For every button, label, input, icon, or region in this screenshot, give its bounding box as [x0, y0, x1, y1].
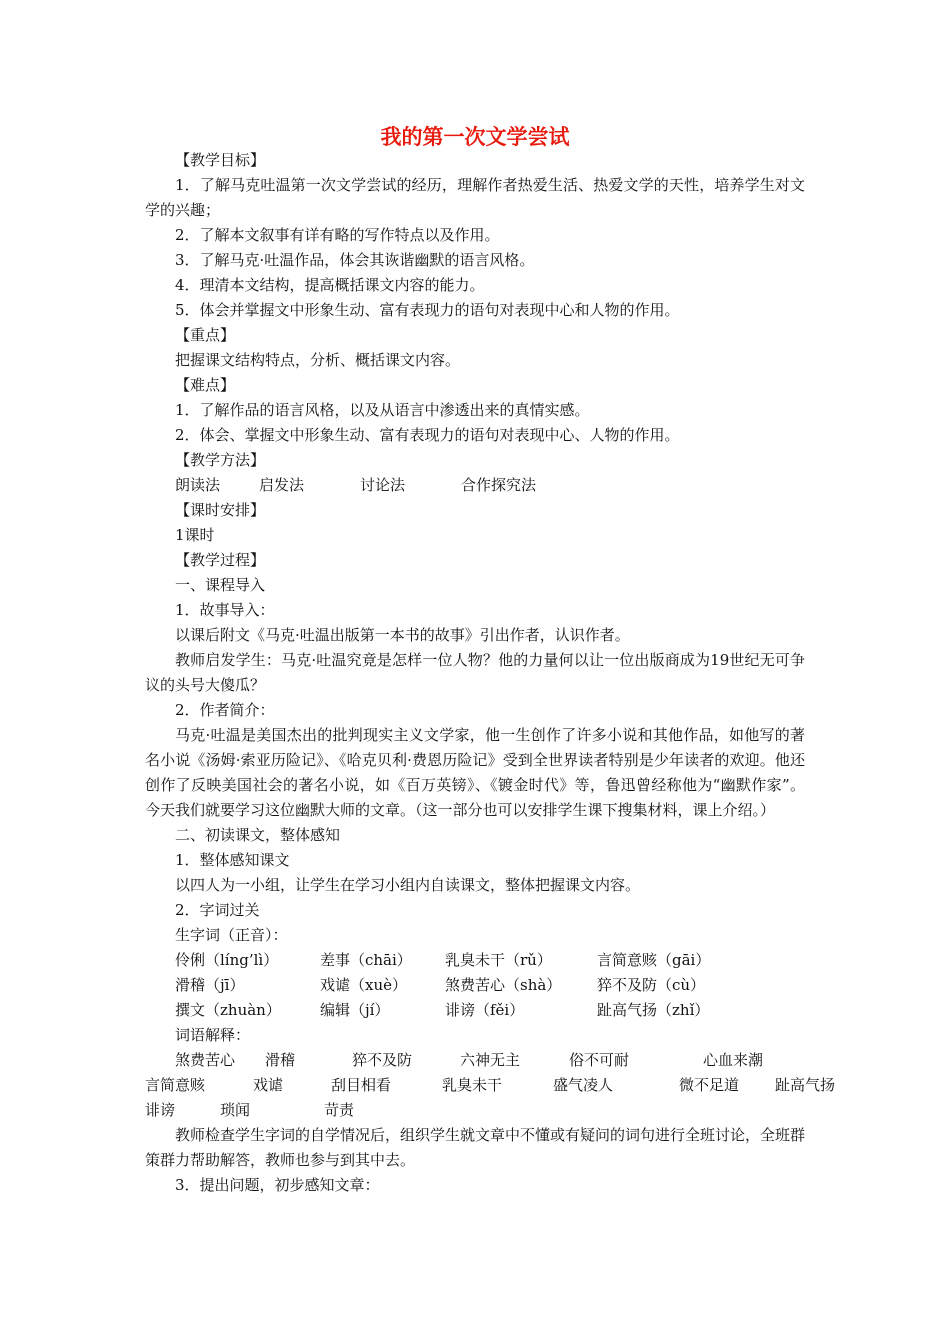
pinyin-item: 煞费苦心（shà）: [445, 976, 562, 994]
vocab-item: 言简意赅: [145, 1076, 206, 1094]
process-1-1b: 教师启发学生：马克·吐温究竟是怎样一位人物？他的力量何以让一位出版商成为19世纪无可争议的头号大傻瓜？: [145, 651, 805, 694]
vocab-item: 六神无主: [460, 1051, 521, 1069]
difficulty-2: 2．体会、掌握文中形象生动、富有表现力的语句对表现中心、人物的作用。: [175, 426, 680, 444]
process-1-2: 2．作者简介：: [175, 701, 275, 719]
vocab-heading: 词语解释：: [175, 1026, 251, 1044]
pinyin-item: 滑稽（jī）: [175, 976, 245, 994]
pinyin-item: 戏谑（xuè）: [320, 976, 407, 994]
vocab-item: 刮目相看: [331, 1076, 392, 1094]
goal-3: 3．了解马克·吐温作品，体会其诙谐幽默的语言风格。: [175, 251, 535, 269]
heading-key: 【重点】: [175, 326, 236, 344]
goal-4: 4．理清本文结构，提高概括课文内容的能力。: [175, 276, 485, 294]
heading-goals: 【教学目标】: [175, 151, 266, 169]
key-text: 把握课文结构特点，分析、概括课文内容。: [175, 351, 461, 369]
vocab-item: 苛责: [324, 1101, 355, 1119]
method-3: 讨论法: [360, 476, 406, 494]
goal-5: 5．体会并掌握文中形象生动、富有表现力的语句对表现中心和人物的作用。: [175, 301, 680, 319]
vocab-item: 盛气凌人: [553, 1076, 614, 1094]
pinyin-item: 编辑（jí）: [320, 1001, 390, 1019]
vocab-item: 心血来潮: [703, 1051, 764, 1069]
pinyin-item: 伶俐（líng’lì）: [175, 951, 279, 969]
process-2-1: 1．整体感知课文: [175, 851, 290, 869]
process-part-2: 二、初读课文，整体感知: [175, 826, 341, 844]
process-2-2c: 教师检查学生字词的自学情况后，组织学生就文章中不懂或有疑问的词句进行全班讨论，全班群策群力帮助解答，教师也参与到其中去。: [145, 1126, 806, 1169]
vocab-line: [145, 1098, 805, 1123]
heading-process: 【教学过程】: [175, 551, 266, 569]
vocab-line: [145, 1048, 805, 1073]
vocab-item: 乳臭未干: [442, 1076, 503, 1094]
heading-time: 【课时安排】: [175, 501, 266, 519]
pinyin-item: 猝不及防（cù）: [597, 976, 706, 994]
vocab-item: 戏谑: [253, 1076, 284, 1094]
vocab-item: 滑稽: [265, 1051, 296, 1069]
vocab-line: [145, 1073, 836, 1098]
pinyin-item: 言简意赅（gāi）: [597, 951, 711, 969]
page-title: 我的第一次文学尝试: [380, 125, 570, 149]
vocab-item: 微不足道: [679, 1076, 740, 1094]
process-2-3: 3．提出问题，初步感知文章：: [175, 1176, 380, 1194]
pinyin-item: 趾高气扬（zhǐ）: [597, 1001, 710, 1019]
vocab-item: 俗不可耐: [569, 1051, 630, 1069]
pinyin-row: [145, 998, 805, 1023]
process-2-2: 2．字词过关: [175, 901, 260, 919]
pinyin-row: [145, 973, 805, 998]
vocab-item: 趾高气扬: [775, 1076, 836, 1094]
pinyin-row: [145, 948, 805, 973]
vocab-item: 琐闻: [220, 1101, 251, 1119]
document-body: [145, 148, 836, 1198]
vocab-item: 诽谤: [145, 1101, 176, 1119]
difficulty-1: 1．了解作品的语言风格，以及从语言中渗透出来的真情实感。: [175, 401, 590, 419]
time-text: 1课时: [175, 526, 215, 544]
process-1-1a: 以课后附文《马克·吐温出版第一本书的故事》引出作者，认识作者。: [175, 626, 630, 644]
author-intro: 马克·吐温是美国杰出的批判现实主义文学家，他一生创作了许多小说和其他作品，如他写的著名小说《汤姆·索亚历险记》、《哈克贝利·费恩历险记》受到全世界读者特别是少年读者的欢迎。他还创作了反映美国社会的著名小说，如《百万英镑》、《镀金时代》等，鲁迅曾经称他为“幽默作家”。今天我们就要学习这位幽默大师的文章。（这一部分也可以安排学生课下搜集材料，课上介绍。）: [145, 726, 805, 819]
pinyin-item: 诽谤（fěi）: [445, 1001, 525, 1019]
process-1-1: 1．故事导入：: [175, 601, 275, 619]
process-2-2a: 生字词（正音）：: [175, 926, 288, 944]
heading-difficulty: 【难点】: [175, 376, 236, 394]
process-part-1: 一、课程导入: [175, 576, 266, 594]
vocab-item: 猝不及防: [352, 1051, 413, 1069]
method-1: 朗读法: [175, 476, 221, 494]
method-2: 启发法: [259, 476, 305, 494]
methods-row: [145, 473, 805, 498]
goal-1: 1．了解马克吐温第一次文学尝试的经历，理解作者热爱生活、热爱文学的天性，培养学生对文学的兴趣；: [145, 176, 805, 219]
heading-methods: 【教学方法】: [175, 451, 266, 469]
method-4: 合作探究法: [461, 476, 537, 494]
pinyin-item: 乳臭未干（rǔ）: [445, 951, 552, 969]
goal-2: 2．了解本文叙事有详有略的写作特点以及作用。: [175, 226, 500, 244]
pinyin-item: 差事（chāi）: [320, 951, 412, 969]
process-2-1a: 以四人为一小组，让学生在学习小组内自读课文，整体把握课文内容。: [175, 876, 641, 894]
pinyin-item: 撰文（zhuàn）: [175, 1001, 281, 1019]
vocab-item: 煞费苦心: [175, 1051, 236, 1069]
